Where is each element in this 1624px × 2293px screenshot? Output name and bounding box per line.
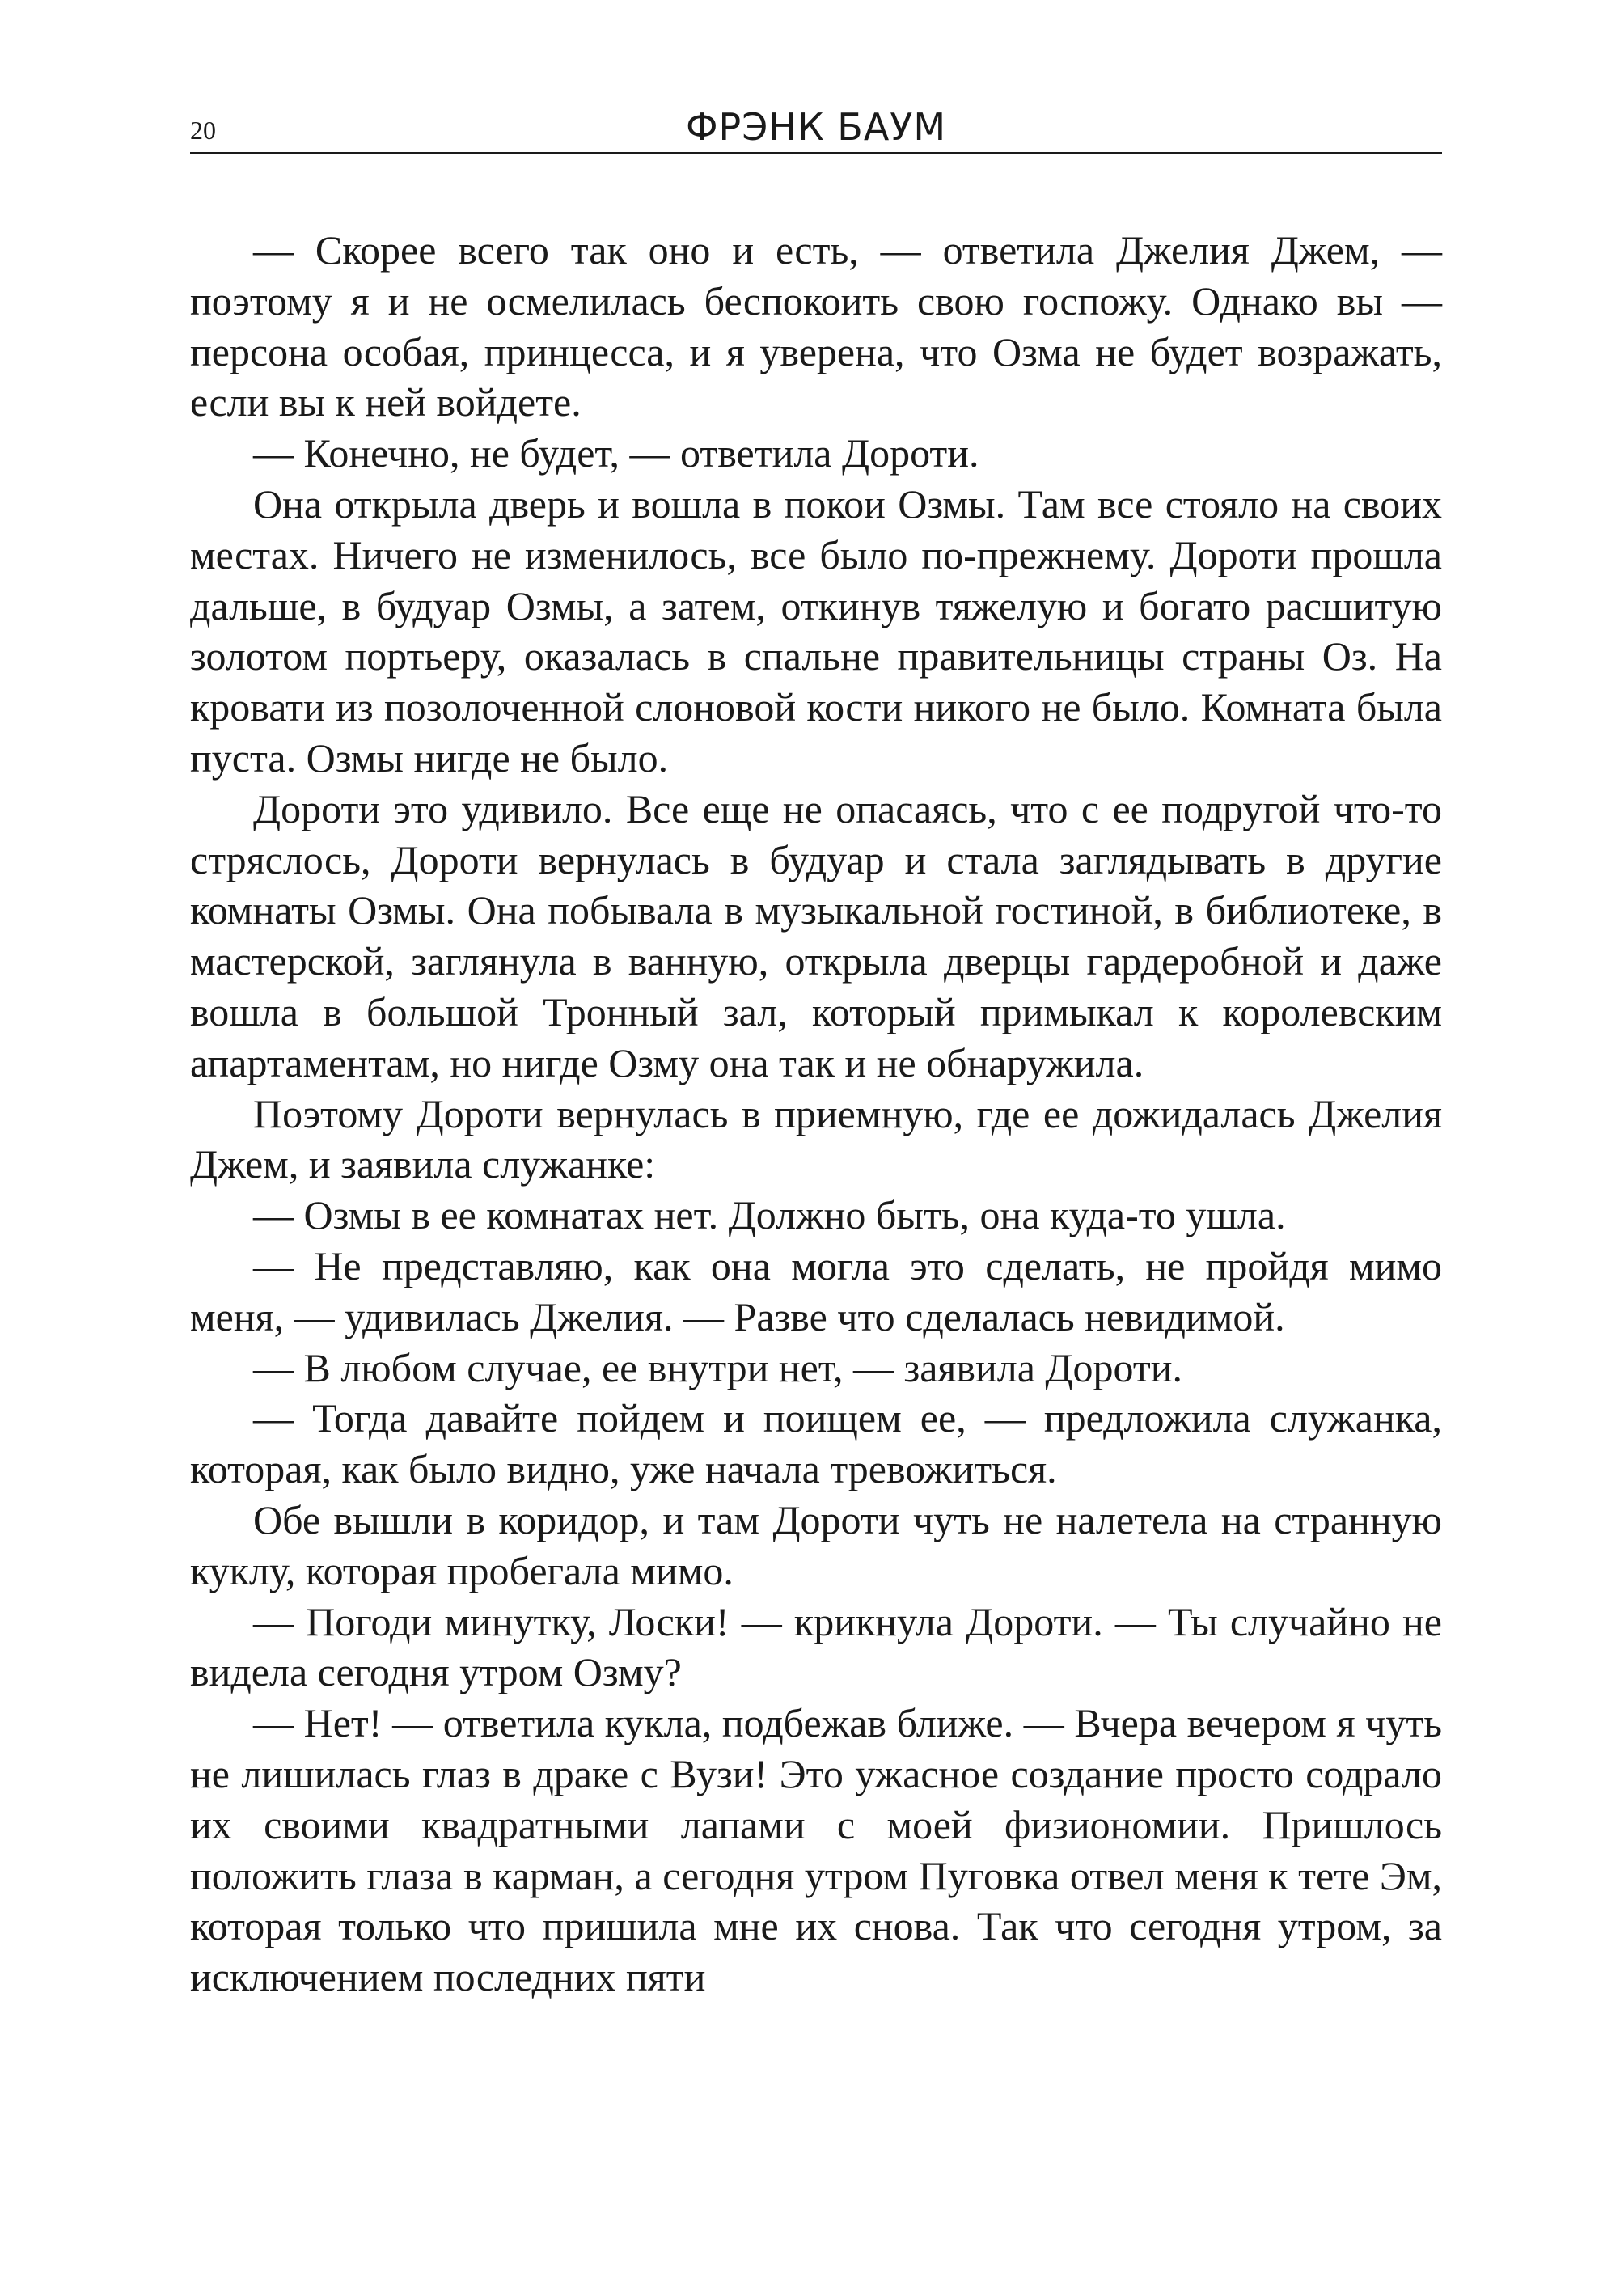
paragraph: Она открыла дверь и вошла в покои Озмы. Там все стояло на своих местах. Ничего не изменилось, все было по-прежнему. Дороти прошла дальше, в будуар Озмы, а затем, откинув тяжелую и богато расшитую золотом портьеру, оказалась в спальне правительницы страны Оз. На кровати из позолоченной слоновой кости никого не было. Комната была пуста. Озмы нигде не было. bbox=[190, 480, 1442, 781]
paragraph: Дороти это удивило. Все еще не опасаясь, что с ее подругой что-то стряслось, Дороти вернулась в будуар и стала заглядывать в другие комнаты Озмы. Она побывала в музыкальной гостиной, в библиотеке, в мастерской, заглянула в ванную, открыла дверцы гардеробной и даже вошла в большой Тронный зал, который примыкал к королевским апартаментам, но нигде Озму она так и не обнаружила. bbox=[190, 785, 1442, 1085]
paragraph: — Скорее всего так оно и есть, — ответила Джелия Джем, — поэтому я и не осмелилась беспокоить свою госпожу. Однако вы — персона особая, принцесса, и я уверена, что Озма не будет возражать, если вы к ней войдете. bbox=[190, 227, 1442, 425]
page-header bbox=[190, 104, 1442, 154]
body-text bbox=[190, 225, 1442, 2003]
paragraph: — Озмы в ее комнатах нет. Должно быть, она куда-то ушла. bbox=[253, 1192, 1286, 1238]
running-title: ФРЭНК БАУМ bbox=[685, 105, 947, 149]
paragraph: Поэтому Дороти вернулась в приемную, где ее дожидалась Джелия Джем, и заявила служанке: bbox=[190, 1090, 1442, 1187]
paragraph: — В любом случае, ее внутри нет, — заявила Дороти. bbox=[253, 1344, 1182, 1390]
paragraph: — Погоди минутку, Лоски! — крикнула Дороти. — Ты случайно не видела сегодня утром Озму? bbox=[190, 1598, 1442, 1695]
paragraph: — Не представляю, как она могла это сделать, не пройдя мимо меня, — удивилась Джелия. — Разве что сделалась невидимой. bbox=[190, 1242, 1442, 1339]
paragraph: — Нет! — ответила кукла, подбежав ближе. — Вчера вечером я чуть не лишилась глаз в драке с Вузи! Это ужасное создание просто содрало их своими квадратными лапами с моей физиономии. Пришлось положить глаза в карман, а сегодня утром Пуговка отвел меня к тете Эм, которая только что пришила мне их снова. Так что сегодня утром, за исключением последних пяти bbox=[190, 1700, 1442, 2000]
paragraph: — Конечно, не будет, — ответила Дороти. bbox=[253, 430, 979, 476]
paragraph: Обе вышли в коридор, и там Дороти чуть не налетела на странную куклу, которая пробегала мимо. bbox=[190, 1496, 1442, 1593]
paragraph: — Тогда давайте пойдем и поищем ее, — предложила служанка, которая, как было видно, уже начала тревожиться. bbox=[190, 1395, 1442, 1492]
page-number: 20 bbox=[190, 116, 216, 145]
